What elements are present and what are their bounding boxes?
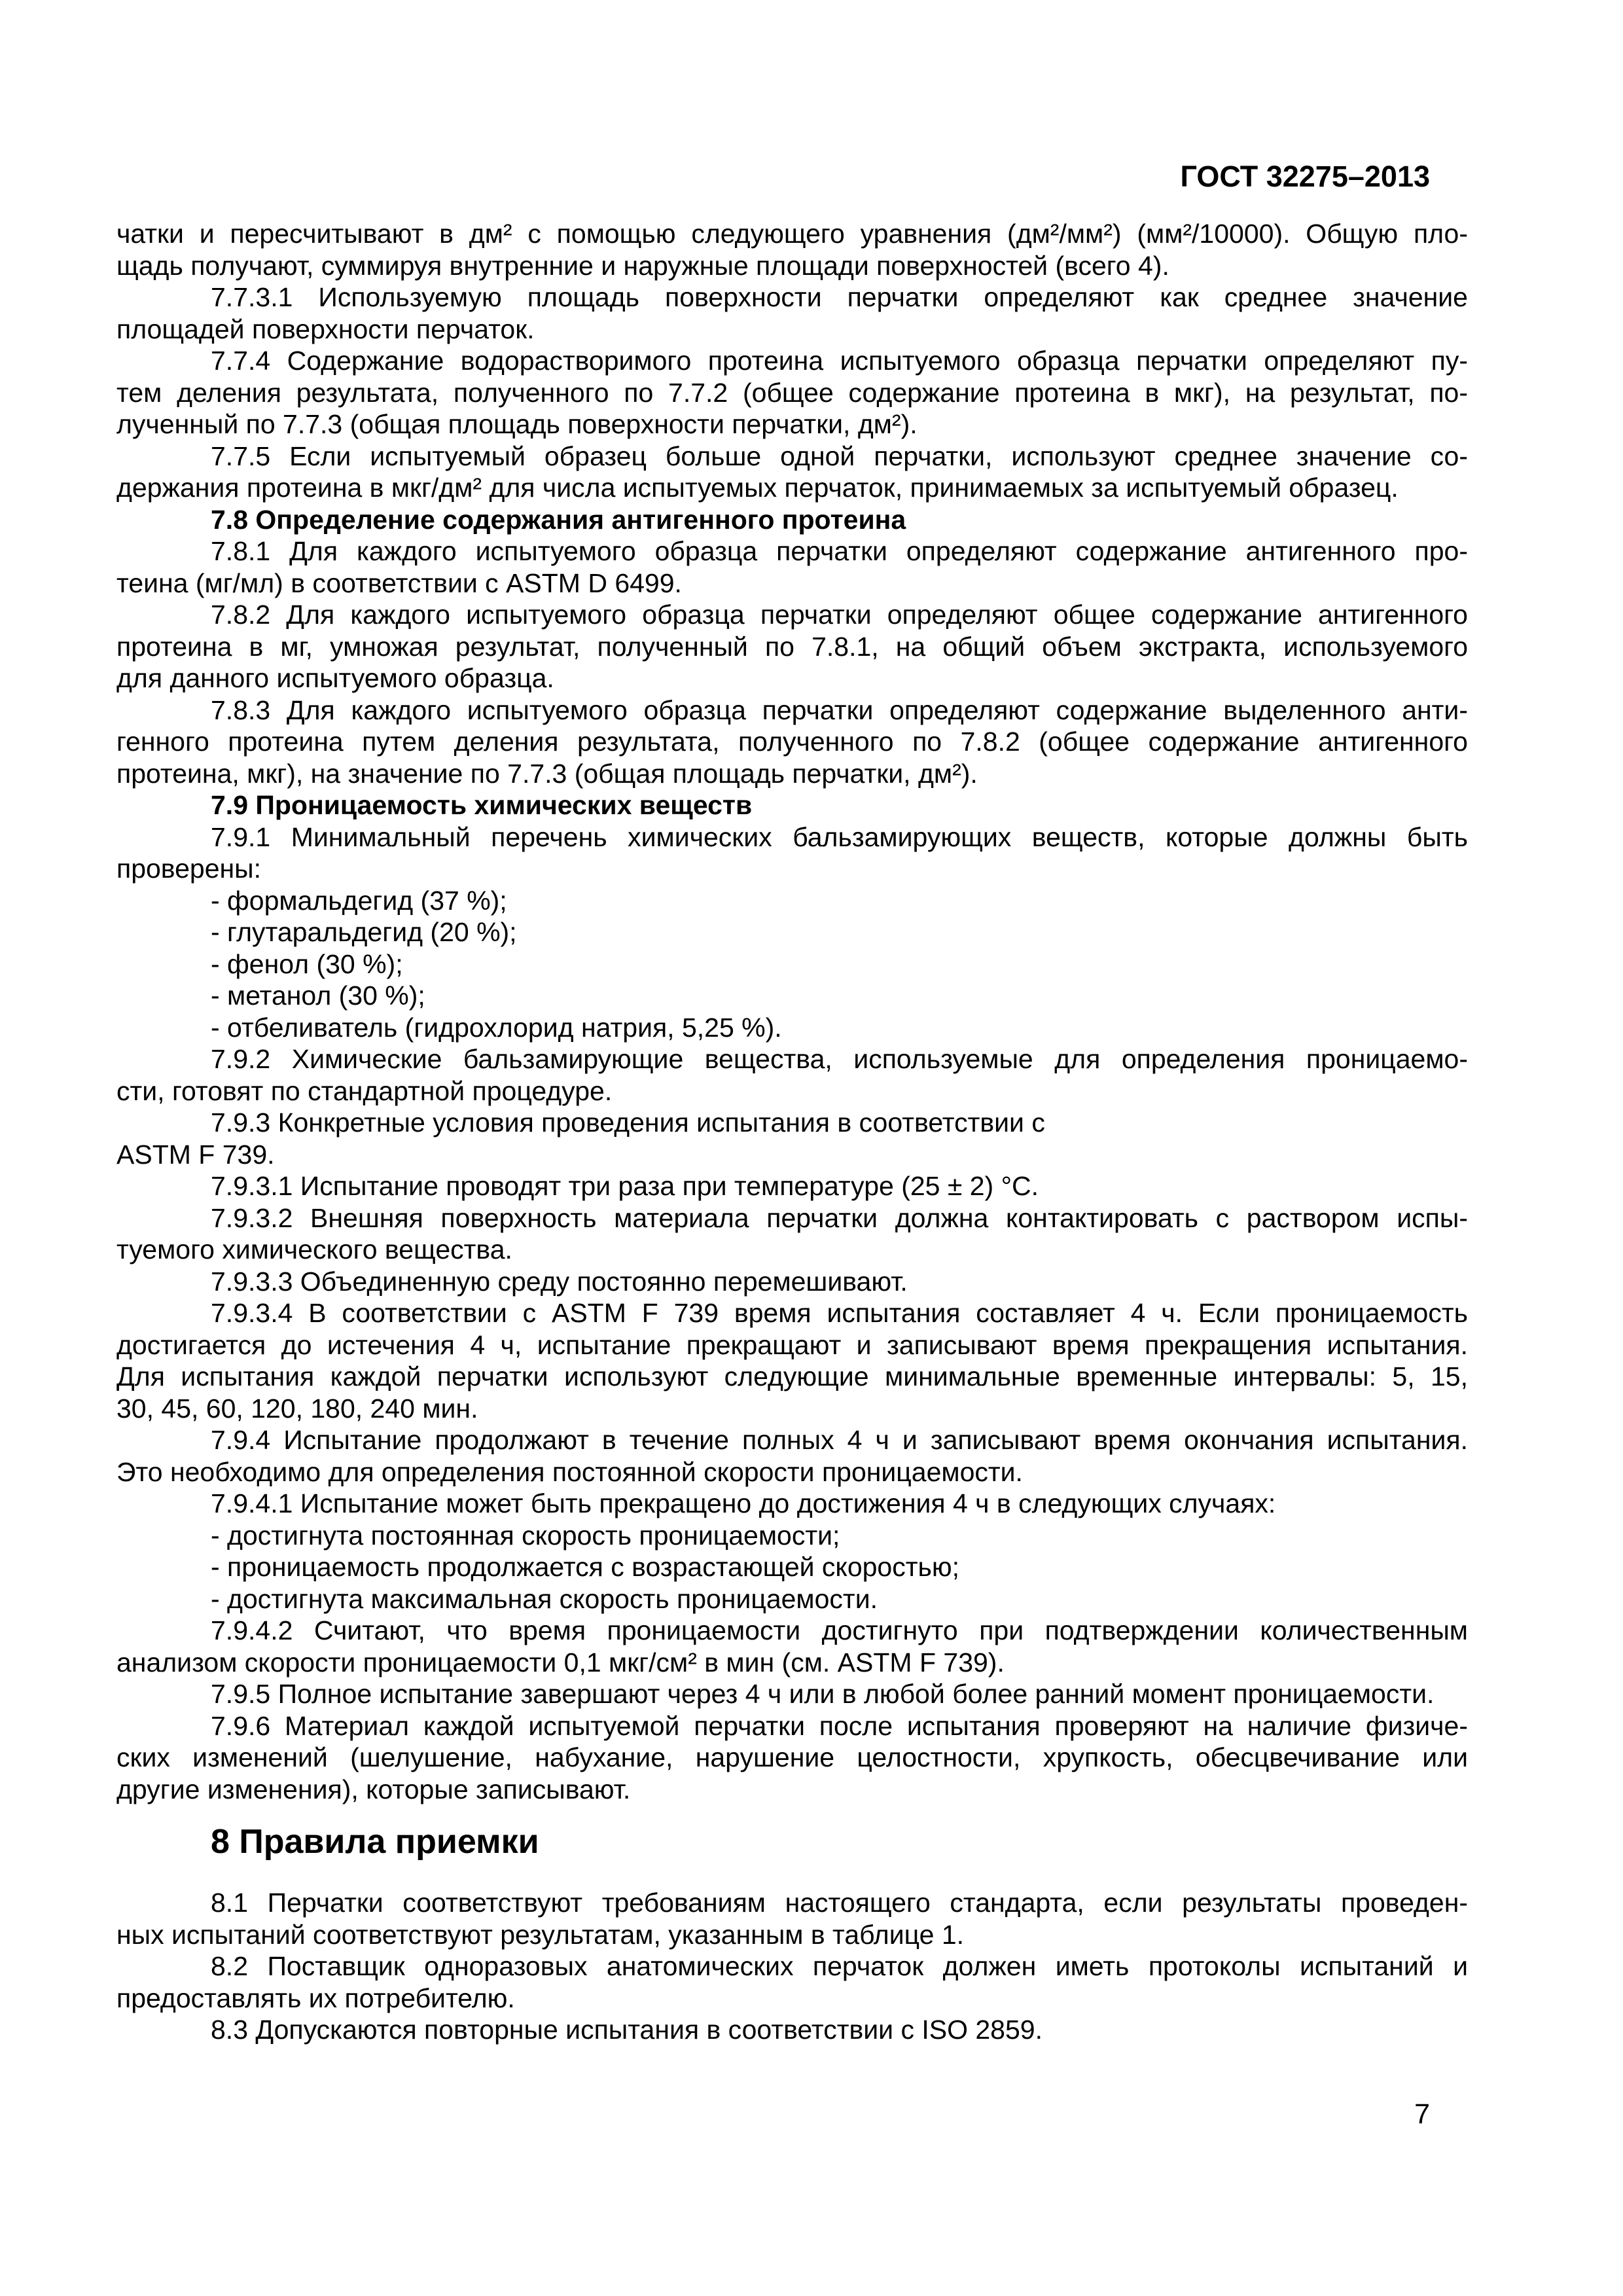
text-line: тем деления результата, полученного по 7.7.2 (общее содержание протеина в мкг), на результат, по-: [116, 377, 1468, 408]
document-code-header: ГОСТ 32275–2013: [1180, 160, 1430, 193]
text-line: протеина в мг, умножая результат, полученный по 7.8.1, на общий объем экстракта, используемого: [116, 631, 1468, 662]
text-line: 7.9.6 Материал каждой испытуемой перчатки после испытания проверяют на наличие физиче-: [211, 1710, 1468, 1741]
text-line: 7.9.3.4 В соответствии с ASTM F 739 время испытания составляет 4 ч. Если проницаемость: [211, 1298, 1468, 1328]
text-line: 8.3 Допускаются повторные испытания в соответствии с ISO 2859.: [211, 2015, 1043, 2045]
text-line: 7.8.2 Для каждого испытуемого образца перчатки определяют общее содержание антигенного: [211, 600, 1468, 630]
text-line: держания протеина в мкг/дм² для числа испытуемых перчаток, принимаемых за испытуемый образец.: [116, 473, 1399, 503]
text-line: - отбеливатель (гидрохлорид натрия, 5,25 %).: [211, 1012, 782, 1043]
text-line: - проницаемость продолжается с возрастающей скоростью;: [211, 1552, 960, 1582]
text-line: ских изменений (шелушение, набухание, нарушение целостности, хрупкость, обесцвечивание или: [116, 1742, 1468, 1772]
section-heading: 8 Правила приемки: [211, 1823, 539, 1861]
text-line: Это необходимо для определения постоянной скорости проницаемости.: [116, 1456, 1023, 1487]
text-line: 7.9.4.1 Испытание может быть прекращено до достижения 4 ч в следующих случаях:: [211, 1488, 1276, 1518]
text-line: лученный по 7.7.3 (общая площадь поверхности перчатки, дм²).: [116, 409, 918, 439]
text-line: генного протеина путем деления результата, полученного по 7.8.2 (общее содержание антигенного: [116, 726, 1468, 757]
subsection-heading: 7.8 Определение содержания антигенного протеина: [211, 504, 906, 535]
text-line: 7.8.1 Для каждого испытуемого образца перчатки определяют содержание антигенного про-: [211, 536, 1468, 566]
subsection-heading: 7.9 Проницаемость химических веществ: [211, 790, 753, 820]
text-line: 7.8.3 Для каждого испытуемого образца перчатки определяют содержание выделенного анти-: [211, 694, 1468, 725]
text-line: - достигнута постоянная скорость проницаемости;: [211, 1520, 840, 1551]
text-line: 7.9.5 Полное испытание завершают через 4 ч или в любой более ранний момент проницаемости.: [211, 1679, 1435, 1709]
document-body: [116, 218, 1468, 2046]
text-line: - фенол (30 %);: [211, 948, 403, 979]
text-line: другие изменения), которые записывают.: [116, 1774, 631, 1804]
text-line: - формальдегид (37 %);: [211, 885, 507, 916]
text-line: достигается до истечения 4 ч, испытание прекращают и записывают время прекращения испытания.: [116, 1329, 1468, 1360]
text-line: 7.7.3.1 Используемую площадь поверхности перчатки определяют как среднее значение: [211, 282, 1468, 312]
text-line: Для испытания каждой перчатки используют следующие минимальные временные интервалы: 5, 15,: [116, 1361, 1468, 1391]
text-line: 7.9.3.3 Объединенную среду постоянно перемешивают.: [211, 1266, 908, 1297]
text-line: туемого химического вещества.: [116, 1234, 512, 1265]
text-line: теина (мг/мл) в соответствии с ASTM D 6499.: [116, 567, 682, 598]
text-line: протеина, мкг), на значение по 7.7.3 (общая площадь перчатки, дм²).: [116, 758, 978, 789]
text-line: 7.9.2 Химические бальзамирующие вещества, используемые для определения проницаемо-: [211, 1044, 1468, 1074]
text-line: ASTM F 739.: [116, 1139, 275, 1170]
text-line: - глутаральдегид (20 %);: [211, 917, 517, 947]
text-line: 8.2 Поставщик одноразовых анатомических перчаток должен иметь протоколы испытаний и: [211, 1951, 1468, 1981]
text-line: анализом скорости проницаемости 0,1 мкг/см² в мин (см. ASTM F 739).: [116, 1647, 1005, 1677]
text-line: 7.9.4 Испытание продолжают в течение полных 4 ч и записывают время окончания испытания.: [211, 1425, 1468, 1455]
text-line: щадь получают, суммируя внутренние и наружные площади поверхностей (всего 4).: [116, 250, 1169, 281]
text-line: предоставлять их потребителю.: [116, 1982, 515, 2013]
text-line: сти, готовят по стандартной процедуре.: [116, 1075, 613, 1106]
text-line: - метанол (30 %);: [211, 980, 425, 1011]
text-line: 7.7.4 Содержание водорастворимого протеина испытуемого образца перчатки определяют пу-: [211, 346, 1468, 376]
text-line: 7.7.5 Если испытуемый образец больше одной перчатки, используют среднее значение со-: [211, 440, 1468, 471]
text-line: - достигнута максимальная скорость проницаемости.: [211, 1583, 878, 1614]
page-number: 7: [1414, 2098, 1430, 2130]
text-line: 8.1 Перчатки соответствуют требованиям настоящего стандарта, если результаты проведен-: [211, 1888, 1468, 1918]
text-line: ных испытаний соответствуют результатам, указанным в таблице 1.: [116, 1919, 965, 1950]
text-line: 7.9.4.2 Считают, что время проницаемости достигнуто при подтверждении количественным: [211, 1615, 1468, 1645]
text-line: проверены:: [116, 853, 262, 884]
text-line: 7.9.3 Конкретные условия проведения испытания в соответствии с: [211, 1107, 1045, 1138]
text-line: 30, 45, 60, 120, 180, 240 мин.: [116, 1393, 478, 1424]
text-line: 7.9.1 Минимальный перечень химических бальзамирующих веществ, которые должны быть: [211, 821, 1468, 852]
text-line: чатки и пересчитывают в дм² с помощью следующего уравнения (дм²/мм²) (мм²/10000). Общую пло-: [116, 219, 1468, 249]
text-line: 7.9.3.2 Внешняя поверхность материала перчатки должна контактировать с раствором испы-: [211, 1202, 1468, 1233]
text-line: площадей поверхности перчаток.: [116, 314, 535, 344]
text-line: для данного испытуемого образца.: [116, 663, 554, 693]
text-line: 7.9.3.1 Испытание проводят три раза при температуре (25 ± 2) °С.: [211, 1171, 1039, 1201]
